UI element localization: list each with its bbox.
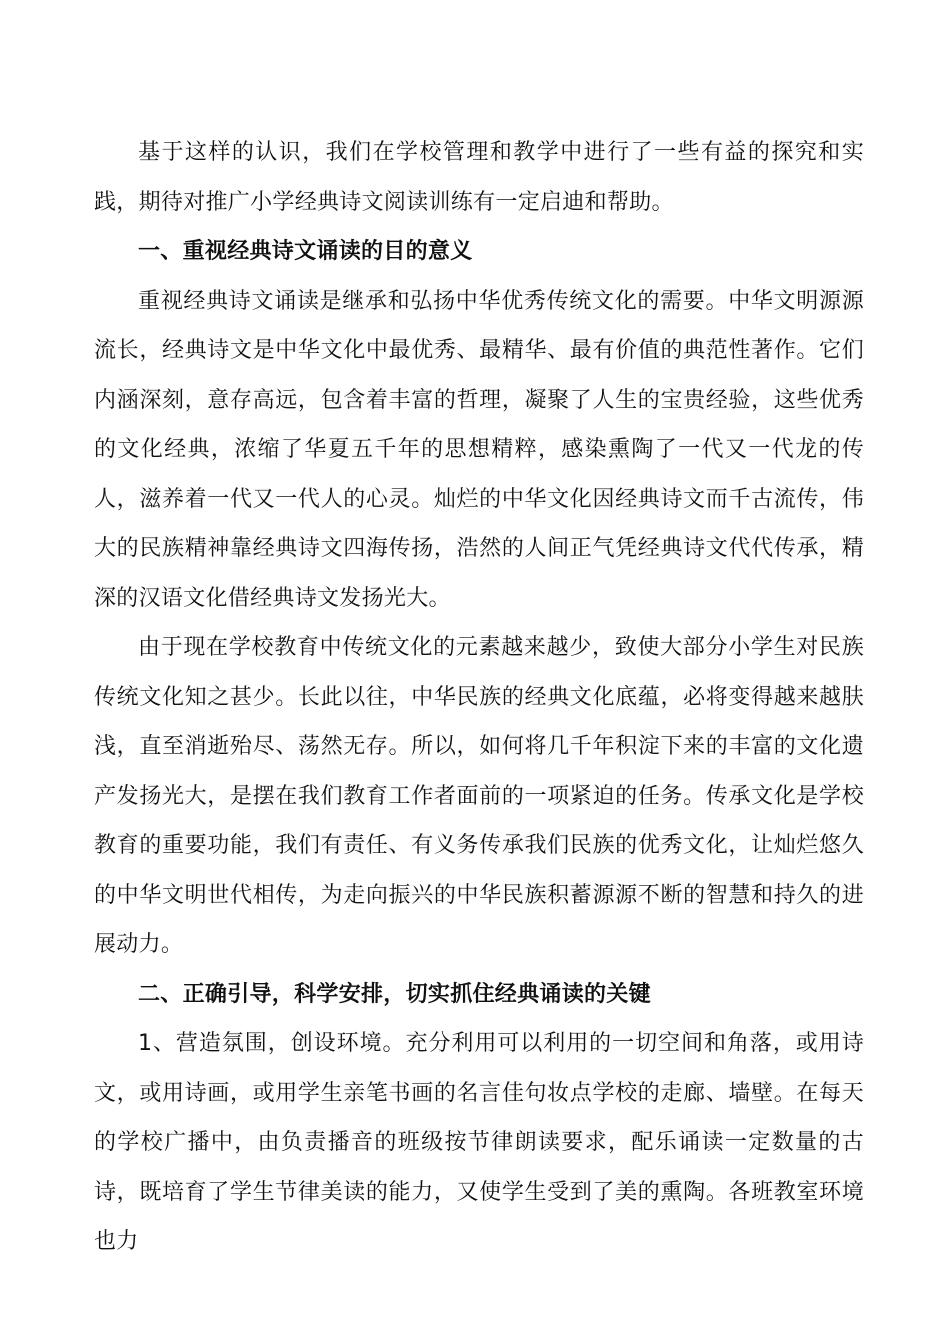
document-page xyxy=(94,128,864,1267)
section-heading-1: 一、重视经典诗文诵读的目的意义 xyxy=(138,239,473,264)
section-heading-2: 二、正确引导，科学安排，切实抓住经典诵读的关键 xyxy=(138,981,651,1007)
body-paragraph-significance: 重视经典诗文诵读是继承和弘扬中华优秀传统文化的需要。中华文明源源流长，经典诗文是中华文化中最优秀、最精华、最有价值的典范性著作。它们内涵深刻，意存高远，包含着丰富的哲理，凝聚了人生的宝贵经验，这些优秀的文化经典，浓缩了华夏五千年的思想精粹，感染熏陶了一代又一代龙的传人，滋养着一代又一代人的心灵。灿烂的中华文化因经典诗文而千古流传，伟大的民族精神靠经典诗文四海传扬，浩然的人间正气凭经典诗文代代传承，精深的汉语文化借经典诗文发扬光大。 xyxy=(94,288,864,611)
intro-paragraph: 基于这样的认识，我们在学校管理和教学中进行了一些有益的探究和实践，期待对推广小学经典诗文阅读训练有一定启迪和帮助。 xyxy=(94,140,864,215)
body-paragraph-tradition: 由于现在学校教育中传统文化的元素越来越少，致使大部分小学生对民族传统文化知之甚少。长此以往，中华民族的经典文化底蕴，必将变得越来越肤浅，直至消逝殆尽、荡然无存。所以，如何将几千年积淀下来的丰富的文化遗产发扬光大，是摆在我们教育工作者面前的一项紧迫的任务。传承文化是学校教育的重要功能，我们有责任、有义务传承我们民族的优秀文化，让灿烂悠久的中华文明世代相传，为走向振兴的中华民族积蓄源源不断的智慧和持久的进展动力。 xyxy=(94,635,864,957)
body-paragraph-environment: 1、营造氛围，创设环境。充分利用可以利用的一切空间和角落，或用诗文，或用诗画，或用学生亲笔书画的名言佳句妆点学校的走廊、墙壁。在每天的学校广播中，由负责播音的班级按节律朗读要求，配乐诵读一定数量的古诗，既培育了学生节律美读的能力，又使学生受到了美的熏陶。各班教室环境也力 xyxy=(94,1031,864,1254)
